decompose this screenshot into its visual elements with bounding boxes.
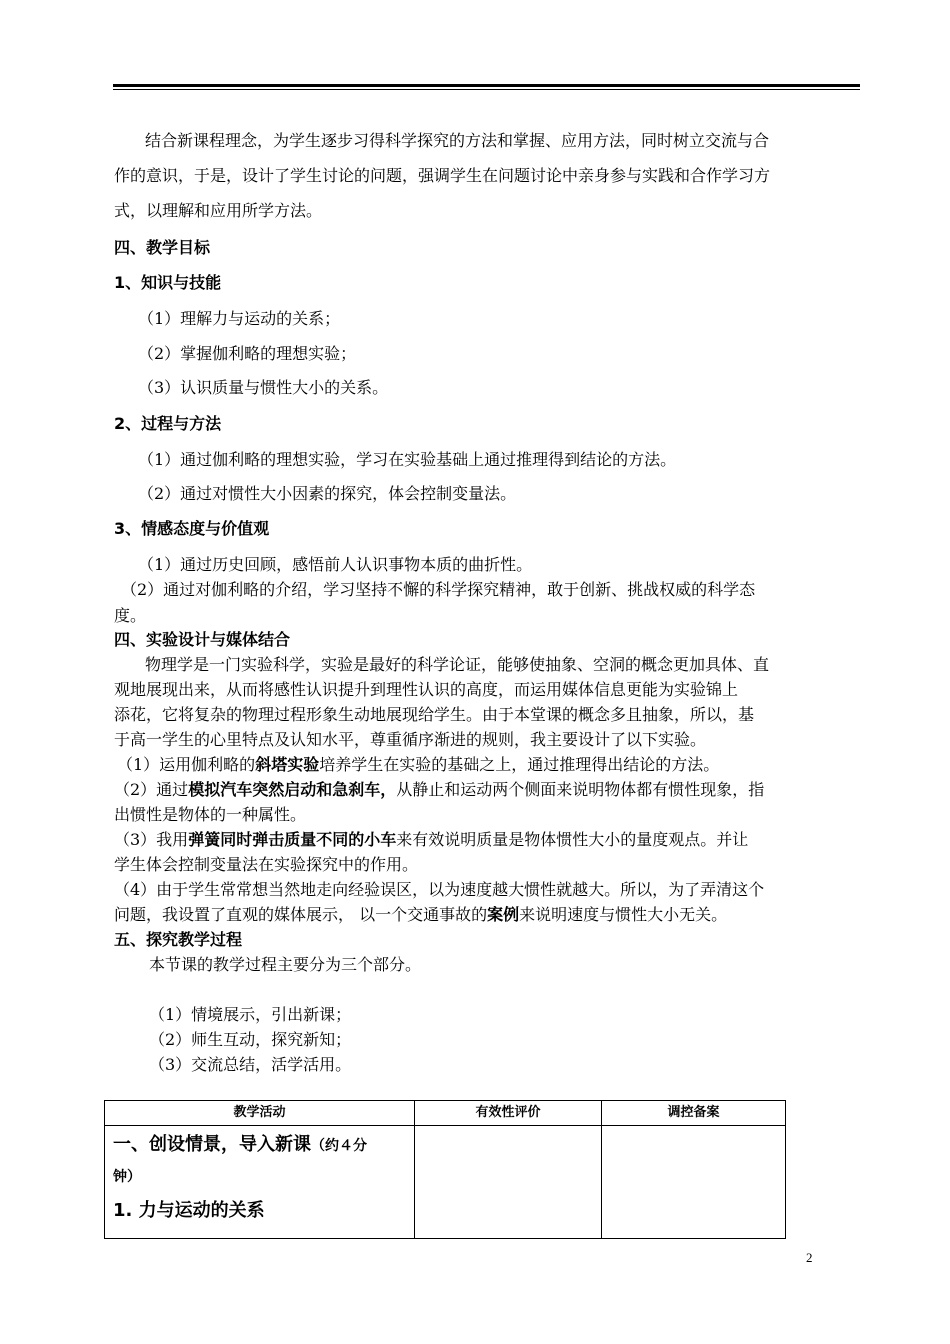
intro-line-3: 式，以理解和应用所学方法。 <box>114 201 323 220</box>
intro-line-2: 作的意识，于是，设计了学生讨论的问题，强调学生在问题讨论中亲身参与实践和合作学习方 <box>114 166 771 185</box>
page-number: 2 <box>806 1250 813 1265</box>
header-teaching-activity: 教学活动 <box>105 1101 415 1126</box>
process-intro: 本节课的教学过程主要分为三个部分。 <box>149 955 422 974</box>
table-header-row <box>105 1101 786 1126</box>
experiment-item-2-cont: 出惯性是物体的一种属性。 <box>114 805 307 824</box>
experiment-para-line: 物理学是一门实验科学，实验是最好的科学论证，能够使抽象、空洞的概念更加具体、直 <box>145 655 770 674</box>
experiment-para-line: 观地展现出来，从而将感性认识提升到理性认识的高度，而运用媒体信息更能为实验锦上 <box>114 680 739 699</box>
process-item: （2）师生互动，探究新知； <box>149 1030 352 1049</box>
table-row <box>105 1126 786 1239</box>
goal-item: （1）通过伽利略的理想实验，学习在实验基础上通过推理得到结论的方法。 <box>138 450 677 469</box>
header-effectiveness: 有效性评价 <box>415 1101 602 1126</box>
goal-item: （2）通过对惯性大小因素的探究，体会控制变量法。 <box>138 484 517 503</box>
experiment-item-4: （4）由于学生常常想当然地走向经验误区，以为速度越大惯性就越大。所以，为了弄清这个 <box>114 880 765 899</box>
effectiveness-cell <box>415 1126 602 1239</box>
experiment-item-4-cont: 问题，我设置了直观的媒体展示， 以一个交通事故的案例来说明速度与惯性大小无关。 <box>114 905 728 924</box>
intro-line-1: 结合新课程理念，为学生逐步习得科学探究的方法和掌握、应用方法，同时树立交流与合 <box>145 131 770 150</box>
experiment-item-2: （2）通过模拟汽车突然启动和急刹车，从静止和运动两个侧面来说明物体都有惯性现象，指 <box>114 780 765 799</box>
goal-item: （3）认识质量与惯性大小的关系。 <box>138 378 389 397</box>
activity-cell <box>105 1126 415 1239</box>
experiment-item-3-cont: 学生体会控制变量法在实验探究中的作用。 <box>114 855 419 874</box>
goal-item: （2）通过对伽利略的介绍，学习坚持不懈的科学探究精神，敢于创新、挑战权威的科学态 <box>121 580 756 599</box>
goal-heading-attitude: 3、情感态度与价值观 <box>114 519 270 538</box>
experiment-para-line: 于高一学生的心里特点及认知水平，尊重循序渐进的规则，我主要设计了以下实验。 <box>114 730 707 749</box>
control-plan-cell <box>602 1126 786 1239</box>
section-heading-experiment: 四、实验设计与媒体结合 <box>114 630 291 649</box>
experiment-item-3: （3）我用弹簧同时弹击质量不同的小车来有效说明质量是物体惯性大小的量度观点。并让 <box>114 830 749 849</box>
goal-item: （2）掌握伽利略的理想实验； <box>138 344 357 363</box>
goal-item-cont: 度。 <box>114 606 147 625</box>
process-item: （1）情境展示，引出新课； <box>149 1005 352 1024</box>
header-control-plan: 调控备案 <box>602 1101 786 1126</box>
activity-title: 一、创设情景，导入新课（约４分 钟） <box>113 1134 367 1185</box>
section-heading-goals: 四、教学目标 <box>114 238 211 257</box>
header-rule <box>113 84 860 87</box>
section-heading-process: 五、探究教学过程 <box>114 930 243 949</box>
experiment-item-1: （1）运用伽利略的斜塔实验培养学生在实验的基础之上，通过推理得出结论的方法。 <box>117 755 720 774</box>
experiment-para-line: 添花，它将复杂的物理过程形象生动地展现给学生。由于本堂课的概念多且抽象，所以，基 <box>114 705 755 724</box>
goal-heading-process: 2、过程与方法 <box>114 414 222 433</box>
lesson-table <box>104 1100 786 1239</box>
goal-item: （1）理解力与运动的关系； <box>138 309 341 328</box>
goal-item: （1）通过历史回顾，感悟前人认识事物本质的曲折性。 <box>138 555 533 574</box>
activity-subtitle: 1. 力与运动的关系 <box>113 1200 265 1221</box>
goal-heading-knowledge: 1、知识与技能 <box>114 273 222 292</box>
process-item: （3）交流总结，活学活用。 <box>149 1055 352 1074</box>
